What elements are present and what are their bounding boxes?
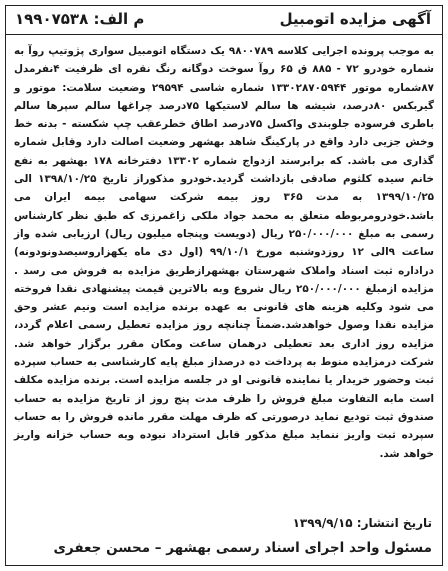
notice-header xyxy=(5,5,443,35)
notice-reference-number: م الف: ۱۹۹۰۷۵۳۸ xyxy=(15,10,145,28)
notice-title: آگهی مزایده اتومبیل xyxy=(279,10,431,28)
signature-line: مسئول واحد اجرای اسناد رسمی بهشهر – محسن جعفری xyxy=(53,540,432,556)
publication-date: تاریخ انتشار: ۱۳۹۹/۹/۱۵ xyxy=(292,516,432,530)
notice-body: به موجب پرونده اجرایی کلاسه ۹۸۰۰۷۸۹ یک دستگاه اتومبیل سواری پژوتیپ روآ به شماره خودرو ۷۲ - ۸۸۵ ق ۶۵ روآ سوخت دوگانه رنگ نقره ای ظرفیت ۴نفرمدل ۸۷شماره موتور ۱۳۳۰۲۸۷۰۵۹۴۴ شماره شاسی ۲۹۵۹۴ وضعیت سلامت: موتور و گیربکس ۸۰درصد، شیشه ها سالم لاستیکها ۷۵درصد چراغها سالم سپرها سالم باطری فرسوده جلوبندی واکسل ۷۵درصد اطاق خطرعقب چپ شکسته - بدنه خط وخش جزیی دارد واقع در پارکینگ شاهد بهشهر وضعیت اصالت دارد وقابل شماره گذاری می باشد. که برابرسند ازدواج شماره ۱۳۳۰۲ دفترخانه ۱۷۸ بهشهر به نفع خانم سیده کلثوم صادقی بازداشت گردید.خودرو مذکوراز تاریخ ۱۳۹۸/۱۰/۲۵ الی ۱۳۹۹/۱۰/۲۵ به مدت ۳۶۵ روز بیمه شرکت سهامی بیمه ایران می باشد.خودرومربوطه متعلق به محمد جواد ملکی زاغمرزی که طبق نظر کارشناس رسمی به مبلغ ۲۵۰/۰۰۰/۰۰۰ ریال (دویست وپنجاه میلیون ریال) ارزیابی شده واز ساعت ۹الی ۱۲ روزدوشنبه مورخ ۹۹/۱۰/۱ (اول دی ماه یکهزاروسیصدونودونه) دراداره ثبت اسناد واملاک شهرستان بهشهرازطریق مزایده به فروش می رسد . مزایده ازمبلغ ۲۵۰/۰۰۰/۰۰۰ ریال شروع وبه بالاترین قیمت پیشنهادی نقدا فروخته می شود وکلیه هزینه های قانونی به عهده برنده مزایده است ونیم عشر وحق مزایده نقدا وصول خواهدشد.ضمناً چنانچه روز مزایده تعطیل رسمی اعلام گردد، مزایده روز اداری بعد تعطیلی درهمان ساعت ومکان مقرر برگزار خواهد شد. شرکت درمزایده منوط به پرداخت ده درصداز مبلغ پایه کارشناسی به حساب سپرده ثبت وحضور خریدار یا نماینده قانونی او در جلسه مزایده است. برنده مزایده مکلف است مابه التفاوت مبلغ فروش را ظرف مدت پنج روز از تاریخ مزایده به حساب صندوق ثبت تودیع نماید درصورتی که ظرف مهلت مقرر مانده فروش را به حساب سپرده ثبت واریز ننماید مبلغ مذکور قابل استرداد نبوده وبه حساب خزانه واریز خواهد شد. xyxy=(14,45,435,460)
